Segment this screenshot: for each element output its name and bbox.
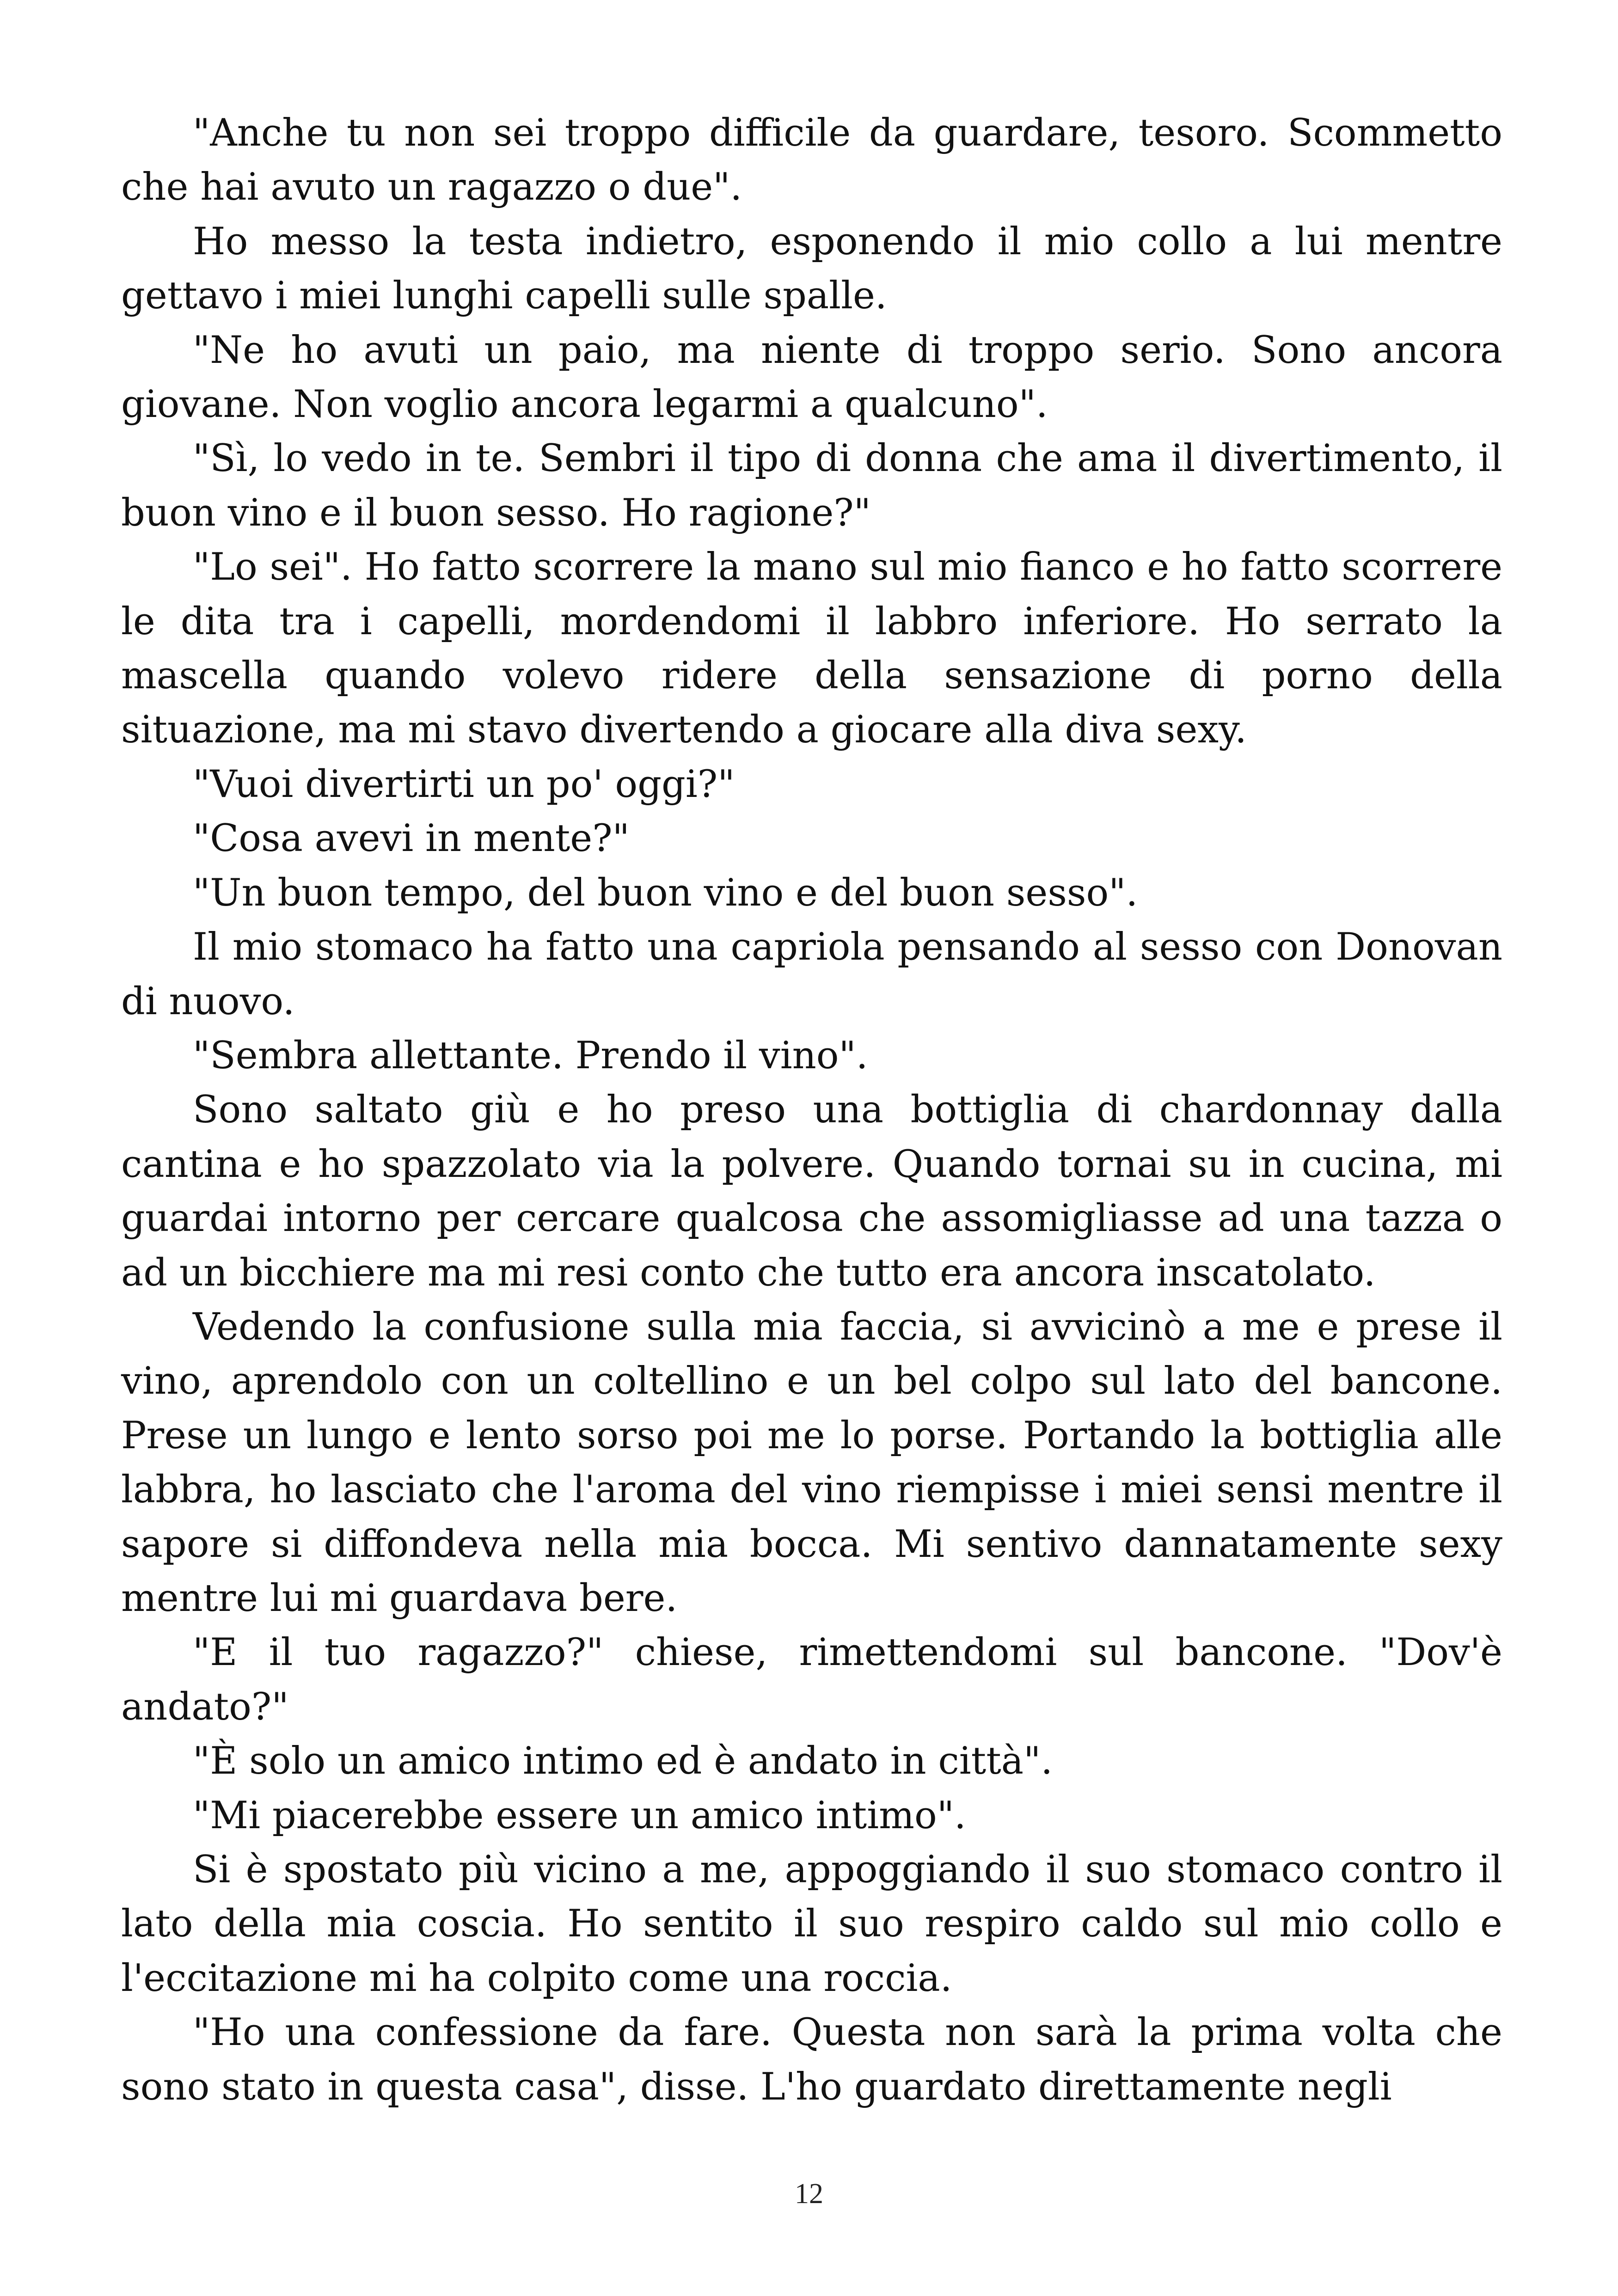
paragraph: "Ho una confessione da fare. Questa non sarà la prima volta che sono stato in questa casa", disse. L'ho guardato direttamente negli bbox=[121, 2011, 1502, 2109]
paragraph: "Vuoi divertirti un po' oggi?" bbox=[193, 762, 735, 806]
paragraph: Vedendo la confusione sulla mia faccia, si avvicinò a me e prese il vino, aprendolo con un coltellino e un bel colpo sul lato del bancone. Prese un lungo e lento sorso poi me lo porse. Portando la bottiglia alle labbra, ho lasciato che l'aroma del vino riempisse i miei sensi mentre il sapore si diffondeva nella mia bocca. Mi sentivo dannatamente sexy mentre lui mi guardava bere. bbox=[121, 1305, 1502, 1620]
body-text bbox=[121, 106, 1502, 2114]
paragraph: "Un buon tempo, del buon vino e del buon sesso". bbox=[193, 871, 1138, 915]
paragraph: Ho messo la testa indietro, esponendo il mio collo a lui mentre gettavo i miei lunghi capelli sulle spalle. bbox=[121, 220, 1502, 318]
paragraph: "Sì, lo vedo in te. Sembri il tipo di donna che ama il divertimento, il buon vino e il buon sesso. Ho ragione?" bbox=[121, 437, 1502, 535]
paragraph: "Anche tu non sei troppo difficile da guardare, tesoro. Scommetto che hai avuto un ragazzo o due". bbox=[121, 111, 1502, 209]
paragraph: "Lo sei". Ho fatto scorrere la mano sul mio fianco e ho fatto scorrere le dita tra i capelli, mordendomi il labbro inferiore. Ho serrato la mascella quando volevo ridere della sensazione di porno della situazione, ma mi stavo divertendo a giocare alla diva sexy. bbox=[121, 545, 1502, 752]
page-number: 12 bbox=[795, 2178, 823, 2210]
paragraph: Si è spostato più vicino a me, appoggiando il suo stomaco contro il lato della mia coscia. Ho sentito il suo respiro caldo sul mio collo e l'eccitazione mi ha colpito come una roccia. bbox=[121, 1848, 1502, 2000]
paragraph: Sono saltato giù e ho preso una bottiglia di chardonnay dalla cantina e ho spazzolato via la polvere. Quando tornai su in cucina, mi guardai intorno per cercare qualcosa che assomigliasse ad una tazza o ad un bicchiere ma mi resi conto che tutto era ancora inscatolato. bbox=[121, 1088, 1502, 1295]
paragraph: "Mi piacerebbe essere un amico intimo". bbox=[193, 1794, 966, 1837]
paragraph: "È solo un amico intimo ed è andato in città". bbox=[193, 1739, 1053, 1783]
paragraph: "E il tuo ragazzo?" chiese, rimettendomi sul bancone. "Dov'è andato?" bbox=[121, 1631, 1502, 1729]
paragraph: "Ne ho avuti un paio, ma niente di troppo serio. Sono ancora giovane. Non voglio ancora legarmi a qualcuno". bbox=[121, 328, 1502, 427]
paragraph: "Sembra allettante. Prendo il vino". bbox=[193, 1034, 868, 1078]
paragraph: "Cosa avevi in mente?" bbox=[193, 817, 630, 861]
paragraph: Il mio stomaco ha fatto una capriola pensando al sesso con Donovan di nuovo. bbox=[121, 925, 1502, 1023]
